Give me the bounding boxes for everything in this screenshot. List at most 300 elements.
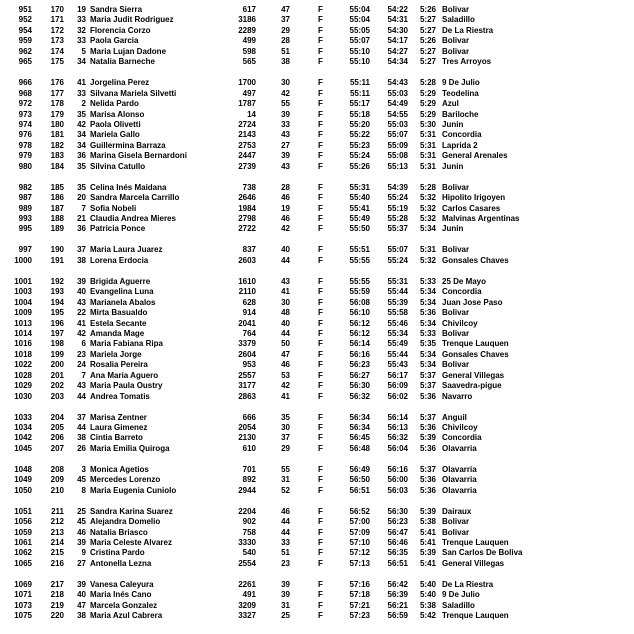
position-cell: 973 [18,109,32,119]
position-cell: 1065 [14,558,32,568]
bib-number-cell: 2447 [238,151,256,161]
category-position-cell: 205 [50,423,64,432]
runner-name-cell: Sandra Karina Suarez [90,506,173,516]
pace-cell: 5:32 [419,255,436,265]
table-row [0,277,634,287]
bib-number-cell: 565 [242,57,256,67]
gun-time-cell: 55:55 [349,255,370,265]
gun-time-cell: 56:12 [349,328,370,338]
pace-cell: 5:34 [419,349,436,359]
position-cell: 1003 [14,287,32,297]
category-position-cell: 202 [50,381,64,391]
bib-number-cell: 598 [242,46,256,56]
runner-name-cell: Nelida Pardo [90,99,139,108]
runner-name-cell: Sandra Sierra [90,5,143,14]
table-row [0,611,634,621]
age-cell: 39 [281,109,290,119]
bib-number-cell: 2204 [238,506,256,516]
table-row [0,15,634,25]
runner-name-cell: Marisa Alonso [90,109,145,119]
net-time-cell: 55:58 [387,308,408,317]
gender-cell: F [318,119,323,129]
table-row [0,224,634,234]
net-time-cell: 55:34 [387,328,408,338]
gun-time-cell: 55:04 [349,15,370,25]
net-time-cell: 55:37 [387,224,408,234]
gun-time-cell: 55:26 [349,161,370,171]
gender-cell: F [318,109,323,119]
category-rank-cell: 44 [77,423,86,432]
table-row [0,308,634,318]
runner-name-cell: Maria Lujan Dadone [90,46,167,56]
table-row [0,110,634,120]
category-position-cell: 217 [50,579,64,589]
table-row [0,193,634,203]
runner-name-cell: Maria Laura Juarez [90,245,163,255]
position-cell: 1033 [14,412,32,422]
gender-cell: F [318,5,323,14]
pace-cell: 5:26 [419,5,436,14]
gun-time-cell: 55:11 [349,78,370,88]
bib-number-cell: 914 [242,308,256,317]
gun-time-cell: 56:48 [349,443,370,453]
pace-cell: 5:35 [419,339,436,349]
age-cell: 31 [281,600,290,610]
runner-name-cell: Amanda Mage [90,328,145,338]
city-cell: General Arenales [442,151,508,161]
position-cell: 993 [18,214,32,223]
category-rank-cell: 47 [77,600,86,610]
gun-time-cell: 55:51 [349,245,370,255]
age-cell: 35 [281,412,290,422]
table-row [0,517,634,527]
gender-cell: F [318,151,323,161]
runner-name-cell: Lorena Erdocia [90,255,149,265]
gun-time-cell: 55:50 [349,224,370,234]
gun-time-cell: 57:00 [349,517,370,526]
pace-cell: 5:34 [419,297,436,307]
pace-cell: 5:31 [419,130,436,140]
runner-name-cell: Marcela Gonzalez [90,600,158,610]
position-cell: 966 [18,78,32,88]
gun-time-cell: 55:11 [349,88,370,98]
pace-cell: 5:34 [419,360,436,370]
pace-cell: 5:40 [419,579,436,589]
city-cell: Gonsales Chaves [442,255,509,265]
runner-name-cell: Maria Inés Cano [90,590,152,600]
table-row [0,559,634,569]
city-cell: Saladillo [442,600,475,610]
bib-number-cell: 764 [242,328,256,338]
pace-cell: 5:41 [419,527,436,537]
position-cell: 1001 [14,276,32,286]
city-cell: 9 De Julio [442,78,480,88]
pace-cell: 5:29 [419,99,436,108]
position-cell: 1016 [14,339,32,349]
category-rank-cell: 34 [77,140,86,150]
net-time-cell: 56:35 [387,548,408,558]
gun-time-cell: 57:10 [349,537,370,547]
bib-number-cell: 1610 [238,276,256,286]
category-position-cell: 178 [50,99,64,108]
category-rank-cell: 35 [77,109,86,119]
pace-cell: 5:38 [419,600,436,610]
runner-name-cell: Rosalia Pereira [90,360,148,370]
runner-name-cell: Mariela Jorge [90,349,142,359]
gender-cell: F [318,78,323,88]
bib-number-cell: 3209 [238,600,256,610]
pace-cell: 5:41 [419,558,436,568]
pace-cell: 5:36 [419,423,436,432]
category-position-cell: 184 [50,161,64,171]
runner-name-cell: Maria Paula Oustry [90,381,163,391]
age-cell: 37 [281,433,290,443]
net-time-cell: 55:03 [387,119,408,129]
city-cell: Azul [442,99,459,108]
net-time-cell: 55:43 [387,360,408,370]
bib-number-cell: 497 [242,88,256,98]
net-time-cell: 56:04 [387,443,408,453]
bib-number-cell: 610 [242,443,256,453]
category-position-cell: 213 [50,527,64,537]
city-cell: Gonsales Chaves [442,349,509,359]
table-row [0,204,634,214]
city-cell: Chivilcoy [442,318,478,328]
position-cell: 995 [18,224,32,234]
bib-number-cell: 2110 [238,287,256,297]
category-position-cell: 218 [50,590,64,600]
net-time-cell: 55:19 [387,203,408,213]
gender-cell: F [318,182,323,192]
category-position-cell: 187 [50,203,64,213]
gender-cell: F [318,590,323,600]
position-cell: 979 [18,151,32,161]
position-cell: 1013 [14,318,32,328]
age-cell: 39 [281,579,290,589]
city-cell: Bolivar [442,517,470,526]
age-cell: 25 [281,611,290,621]
position-cell: 1042 [14,433,32,443]
pace-cell: 5:30 [419,119,436,129]
table-row [0,47,634,57]
gender-cell: F [318,339,323,349]
gun-time-cell: 55:49 [349,214,370,223]
age-cell: 39 [281,590,290,600]
bib-number-cell: 2863 [238,391,256,401]
table-row [0,548,634,558]
net-time-cell: 55:03 [387,88,408,98]
category-rank-cell: 27 [77,558,86,568]
position-cell: 1045 [14,443,32,453]
category-position-cell: 192 [50,276,64,286]
gun-time-cell: 57:12 [349,548,370,558]
category-position-cell: 209 [50,475,64,485]
gender-cell: F [318,423,323,432]
net-time-cell: 54:55 [387,109,408,119]
category-position-cell: 194 [50,297,64,307]
category-position-cell: 181 [50,130,64,140]
category-position-cell: 179 [50,109,64,119]
bib-number-cell: 3379 [238,339,256,349]
runner-name-cell: Claudia Andrea Mieres [90,214,176,223]
bib-number-cell: 2289 [238,25,256,35]
table-row [0,423,634,433]
gun-time-cell: 55:04 [349,5,370,14]
bib-number-cell: 3327 [238,611,256,621]
bib-number-cell: 499 [242,36,256,46]
gender-cell: F [318,57,323,67]
net-time-cell: 56:00 [387,475,408,485]
gender-cell: F [318,537,323,547]
city-cell: Saavedra-pigue [442,381,502,391]
runner-name-cell: Natalia Barneche [90,57,155,67]
age-cell: 42 [281,88,290,98]
pace-cell: 5:36 [419,443,436,453]
category-rank-cell: 36 [77,151,86,161]
gun-time-cell: 56:23 [349,360,370,370]
age-cell: 50 [281,339,290,349]
runner-name-cell: Maria Emilia Quiroga [90,443,170,453]
category-rank-cell: 26 [77,443,86,453]
gun-time-cell: 56:49 [349,464,370,474]
table-row [0,57,634,67]
table-row [0,89,634,99]
bib-number-cell: 837 [242,245,256,255]
table-row [0,151,634,161]
runner-name-cell: Maria Judit Rodriguez [90,15,174,25]
city-cell: Malvinas Argentinas [442,214,520,223]
position-cell: 1029 [14,381,32,391]
gender-cell: F [318,485,323,495]
table-row [0,36,634,46]
table-row [0,183,634,193]
category-position-cell: 191 [50,255,64,265]
net-time-cell: 54:17 [387,36,408,46]
position-cell: 972 [18,99,32,108]
position-cell: 1004 [14,297,32,307]
city-cell: Juan Jose Paso [442,297,503,307]
category-rank-cell: 38 [77,433,86,443]
table-row [0,601,634,611]
gun-time-cell: 56:08 [349,297,370,307]
pace-cell: 5:31 [419,161,436,171]
gender-cell: F [318,193,323,203]
bib-number-cell: 2604 [238,349,256,359]
bib-number-cell: 701 [242,464,256,474]
age-cell: 31 [281,475,290,485]
city-cell: Olavarria [442,485,477,495]
net-time-cell: 56:23 [387,517,408,526]
position-cell: 968 [18,88,32,98]
age-cell: 47 [281,5,290,14]
net-time-cell: 56:16 [387,464,408,474]
age-cell: 44 [281,527,290,537]
position-cell: 1062 [14,548,32,558]
position-cell: 1071 [14,590,32,600]
category-rank-cell: 23 [77,349,86,359]
bib-number-cell: 2054 [238,423,256,432]
pace-cell: 5:42 [419,611,436,621]
gender-cell: F [318,360,323,370]
pace-cell: 5:28 [419,78,436,88]
table-row [0,580,634,590]
age-cell: 33 [281,537,290,547]
category-position-cell: 211 [51,506,64,516]
category-position-cell: 206 [50,433,64,443]
pace-cell: 5:36 [419,391,436,401]
age-cell: 43 [281,130,290,140]
city-cell: Olavarria [442,443,477,453]
bib-number-cell: 3330 [238,537,256,547]
table-row [0,319,634,329]
category-rank-cell: 34 [77,130,86,140]
gun-time-cell: 56:27 [349,370,370,380]
position-cell: 974 [18,119,32,129]
category-position-cell: 216 [50,558,64,568]
runner-name-cell: Mercedes Lorenzo [90,475,161,485]
gender-cell: F [318,130,323,140]
net-time-cell: 56:51 [387,558,408,568]
gun-time-cell: 57:18 [349,590,370,600]
age-cell: 52 [281,485,290,495]
age-cell: 28 [281,182,290,192]
bib-number-cell: 491 [242,590,256,600]
city-cell: Navarro [442,391,473,401]
category-position-cell: 190 [50,245,64,255]
net-time-cell: 56:14 [387,412,408,422]
category-position-cell: 189 [50,224,64,234]
gun-time-cell: 56:14 [349,339,370,349]
gun-time-cell: 55:41 [349,203,370,213]
pace-cell: 5:27 [419,57,436,67]
pace-cell: 5:39 [419,506,436,516]
table-row [0,507,634,517]
position-cell: 980 [18,161,32,171]
category-rank-cell: 43 [77,297,86,307]
city-cell: Bolivar [442,527,470,537]
age-cell: 46 [281,360,290,370]
gun-time-cell: 57:13 [349,558,370,568]
category-rank-cell: 37 [77,245,86,255]
gun-time-cell: 55:22 [349,130,370,140]
category-rank-cell: 41 [77,78,86,88]
city-cell: Carlos Casares [442,203,501,213]
position-cell: 1059 [14,527,32,537]
city-cell: 25 De Mayo [442,276,487,286]
gender-cell: F [318,443,323,453]
position-cell: 1018 [14,349,32,359]
gender-cell: F [318,381,323,391]
pace-cell: 5:41 [419,537,436,547]
city-cell: Concordia [442,287,482,297]
city-cell: Concordia [442,433,482,443]
gun-time-cell: 55:10 [349,57,370,67]
category-rank-cell: 35 [77,182,86,192]
gender-cell: F [318,255,323,265]
net-time-cell: 55:07 [387,245,408,255]
pace-cell: 5:27 [419,15,436,25]
net-time-cell: 54:49 [387,99,408,108]
gun-time-cell: 55:40 [349,193,370,203]
category-position-cell: 195 [50,308,64,317]
runner-name-cell: Maria Celeste Alvarez [90,537,172,547]
gender-cell: F [318,287,323,297]
runner-name-cell: Ana Maria Aguero [90,370,159,380]
age-cell: 39 [281,151,290,161]
gun-time-cell: 57:23 [349,611,370,621]
bib-number-cell: 2143 [238,130,256,140]
gun-time-cell: 55:10 [349,46,370,56]
runner-name-cell: Estela Secante [90,318,147,328]
bib-number-cell: 2130 [238,433,256,443]
table-row [0,245,634,255]
category-rank-cell: 41 [77,318,86,328]
bib-number-cell: 892 [242,475,256,485]
runner-name-cell: Maria Fabiana Ripa [90,339,163,349]
gender-cell: F [318,527,323,537]
runner-name-cell: Mirta Basualdo [90,308,148,317]
table-row [0,486,634,496]
table-row [0,350,634,360]
category-rank-cell: 45 [77,475,86,485]
category-position-cell: 204 [50,412,64,422]
position-cell: 1028 [14,370,32,380]
runner-name-cell: Florencia Corzo [90,25,151,35]
category-rank-cell: 33 [77,88,86,98]
pace-cell: 5:37 [419,412,436,422]
bib-number-cell: 2554 [238,558,256,568]
pace-cell: 5:26 [419,36,436,46]
gender-cell: F [318,297,323,307]
age-cell: 33 [281,119,290,129]
net-time-cell: 55:13 [387,161,408,171]
city-cell: Chivilcoy [442,423,478,432]
bib-number-cell: 953 [242,360,256,370]
gender-cell: F [318,36,323,46]
bib-number-cell: 2944 [238,485,256,495]
category-position-cell: 176 [50,78,64,88]
runner-name-cell: Maria Azul Cabrera [90,611,163,621]
gun-time-cell: 57:09 [349,527,370,537]
pace-cell: 5:36 [419,308,436,317]
city-cell: Olavarria [442,464,477,474]
net-time-cell: 56:42 [387,579,408,589]
position-cell: 962 [18,46,32,56]
position-cell: 1061 [14,537,32,547]
table-row [0,256,634,266]
age-cell: 40 [281,318,290,328]
gun-time-cell: 56:34 [349,412,370,422]
age-cell: 44 [281,328,290,338]
pace-cell: 5:32 [419,203,436,213]
gender-cell: F [318,140,323,150]
pace-cell: 5:37 [419,370,436,380]
city-cell: Trenque Lauquen [442,537,509,547]
net-time-cell: 56:46 [387,537,408,547]
city-cell: San Carlos De Boliva [442,548,523,558]
table-row [0,130,634,140]
table-row [0,392,634,402]
gun-time-cell: 55:55 [349,276,370,286]
gun-time-cell: 56:45 [349,433,370,443]
bib-number-cell: 3177 [238,381,256,391]
position-cell: 959 [18,36,32,46]
category-rank-cell: 37 [77,412,86,422]
net-time-cell: 55:44 [387,349,408,359]
category-rank-cell: 39 [77,276,86,286]
runner-name-cell: Sofia Nobeli [90,203,137,213]
category-rank-cell: 38 [77,611,86,621]
